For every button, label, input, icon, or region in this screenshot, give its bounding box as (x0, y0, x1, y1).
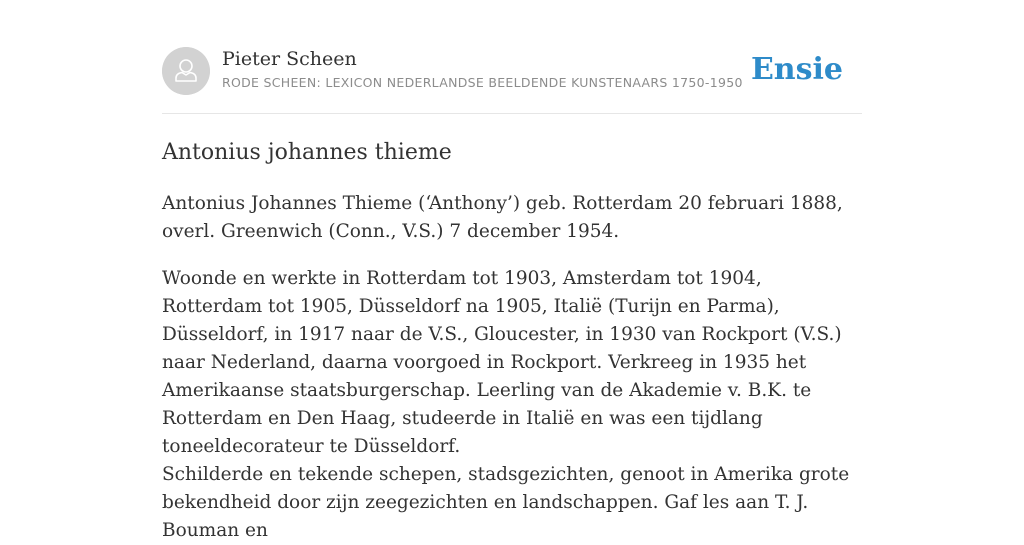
source-title[interactable]: RODE SCHEEN: LEXICON NEDERLANDSE BEELDENDE KUNSTENAARS 1750-1950 (222, 75, 743, 90)
article-header (162, 0, 862, 114)
article-paragraph-3: Schilderde en tekende schepen, stadsgezichten, genoot in Amerika grote bekendheid door zijn zeegezichten en landschappen. Gaf les aan T. J. Bouman en (162, 464, 850, 541)
article-paragraph-2: Woonde en werkte in Rotterdam tot 1903, Amsterdam tot 1904, Rotterdam tot 1905, Düsseldorf na 1905, Italië (Turijn en Parma), Düsseldorf, in 1917 naar de V.S., Gloucester, in 1930 van Rockport (V.S.) naar Nederland, daarna voorgoed in Rockport. Verkreeg in 1935 het Amerikaanse staatsburgerschap. Leerling van de Akademie v. B.K. te Rotterdam en Den Haag, studeerde in Italië en was een tijdlang toneeldecorateur te Düsseldorf. (162, 268, 842, 457)
user-icon (162, 47, 210, 95)
page (162, 0, 862, 541)
avatar[interactable] (162, 47, 210, 95)
author-name[interactable]: Pieter Scheen (222, 48, 357, 70)
article-title: Antonius johannes thieme (162, 140, 452, 165)
article-paragraph-1: Antonius Johannes Thieme (‘Anthony’) geb. Rotterdam 20 februari 1888, overl. Greenwich (Conn., V.S.) 7 december 1954. (162, 193, 843, 242)
ensie-logo[interactable]: Ensie (750, 52, 843, 87)
